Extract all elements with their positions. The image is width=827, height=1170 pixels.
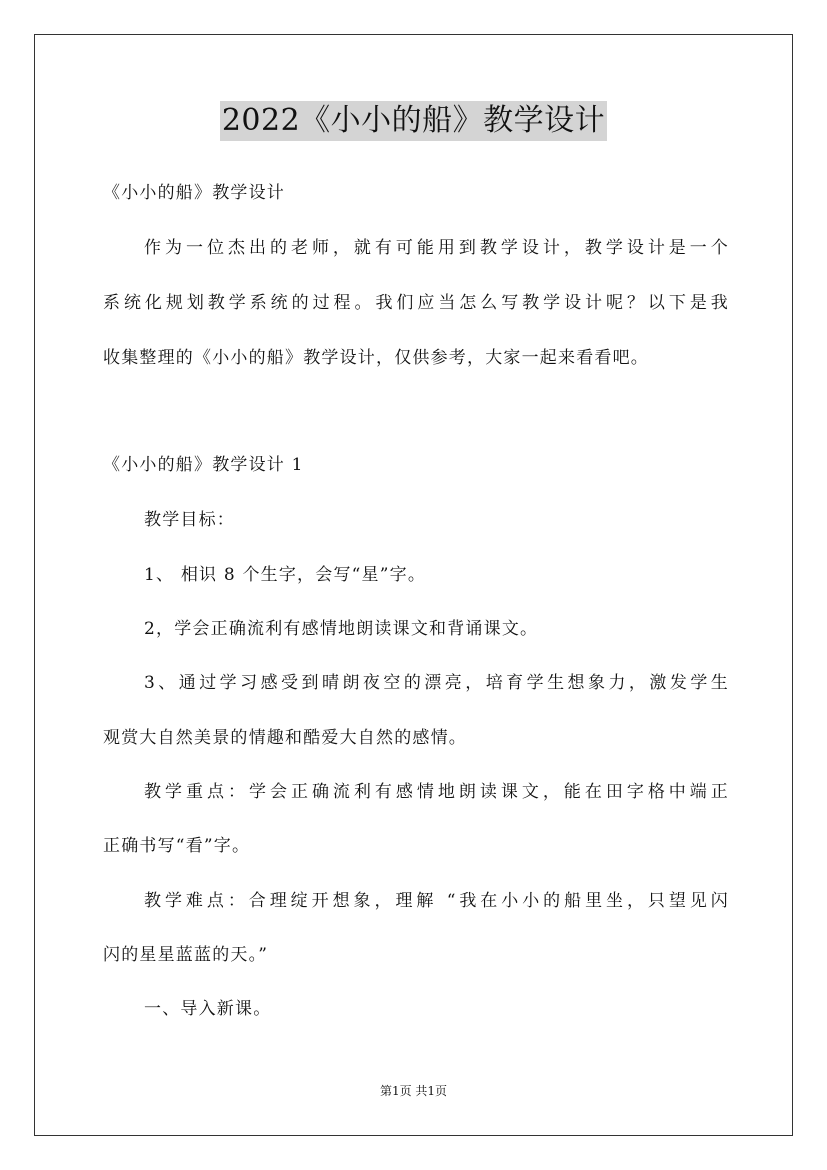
difficulty-line-2: 闪的星星蓝蓝的天。”	[103, 945, 269, 965]
intro-line-1: 作为一位杰出的老师，就有可能用到教学设计，教学设计是一个	[144, 238, 729, 258]
objective-2: 2，学会正确流利有感情地朗读课文和背诵课文。	[144, 619, 539, 639]
objective-3-line-2: 观赏大自然美景的情趣和酷爱大自然的感情。	[103, 728, 467, 748]
subtitle-line: 《小小的船》教学设计	[103, 183, 285, 203]
title-container	[0, 101, 827, 141]
difficulty-line-1: 教学难点：合理绽开想象，理解 “我在小小的船里坐，只望见闪	[144, 891, 729, 911]
step-1-heading: 一、导入新课。	[144, 999, 272, 1019]
page-footer: 第1页 共1页	[379, 1084, 448, 1098]
intro-line-3: 收集整理的《小小的船》教学设计，仅供参考，大家一起来看看吧。	[103, 348, 649, 368]
key-point-line-1: 教学重点：学会正确流利有感情地朗读课文，能在田字格中端正	[144, 782, 729, 802]
objectives-heading: 教学目标：	[144, 510, 235, 530]
intro-line-2: 系统化规划教学系统的过程。我们应当怎么写教学设计呢？以下是我	[103, 293, 729, 313]
section-heading: 《小小的船》教学设计 1	[103, 455, 304, 475]
objective-3-line-1: 3、通过学习感受到晴朗夜空的漂亮，培育学生想象力，激发学生	[144, 673, 729, 693]
key-point-line-2: 正确书写“看”字。	[103, 836, 251, 856]
objective-1: 1、 相识 8 个生字，会写“星”字。	[144, 565, 427, 585]
document-title: 2022《小小的船》教学设计	[220, 101, 607, 141]
